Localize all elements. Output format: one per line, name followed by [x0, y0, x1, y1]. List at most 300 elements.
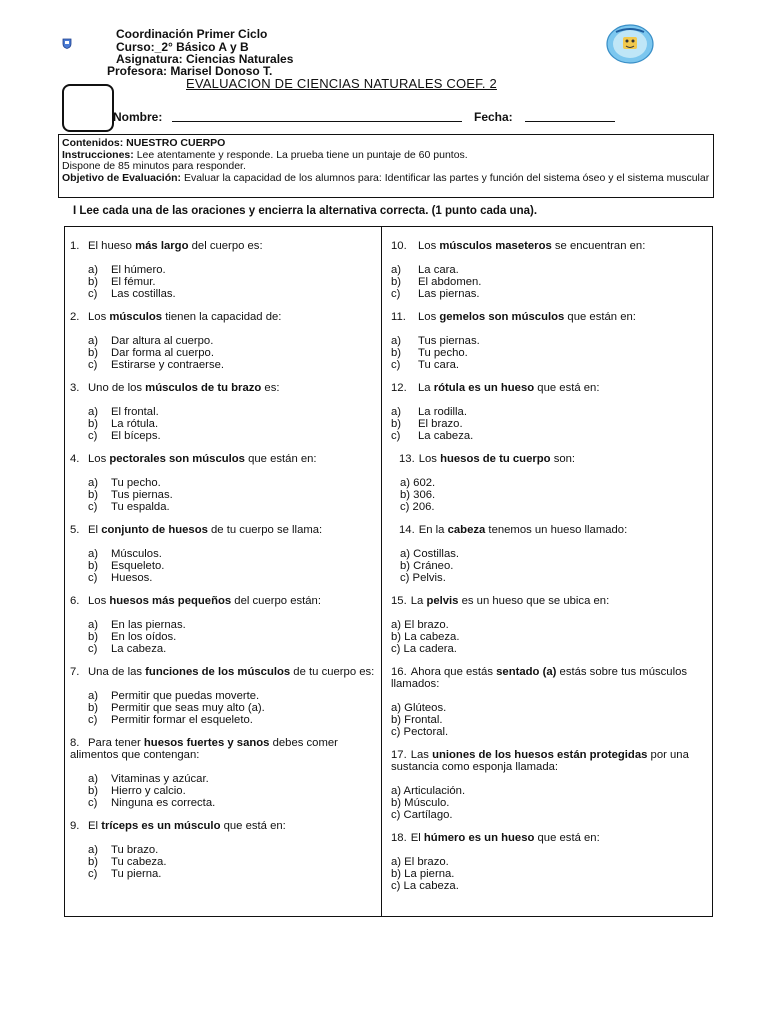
option-text: La cabeza. [400, 880, 459, 892]
option-text: Costillas. [410, 548, 460, 560]
question-fragment: de tu cuerpo se llama: [207, 524, 323, 536]
question-keyword: sentado (a) [496, 666, 557, 678]
option-text: Huesos. [111, 572, 153, 584]
objective-label: Objetivo de Evaluación: [62, 171, 182, 184]
answer-option[interactable] [70, 406, 375, 418]
option-letter: a) [88, 773, 99, 785]
question-number: 15. [391, 595, 407, 607]
question-keyword: rótula es un hueso [433, 382, 535, 394]
answer-option[interactable] [70, 501, 375, 513]
option-letter: b) [400, 489, 411, 501]
option-letter: a) [88, 844, 99, 856]
option-letter: c) [88, 572, 98, 584]
question-keyword: más largo [135, 240, 189, 252]
answer-option[interactable] [391, 264, 706, 276]
option-text: Tu brazo. [111, 844, 159, 856]
answer-option[interactable] [70, 347, 375, 359]
question-item [70, 666, 375, 726]
option-text: 306. [410, 489, 436, 501]
question-keyword: pelvis [426, 595, 459, 607]
question-item [70, 737, 375, 809]
option-letter: a) [391, 856, 402, 868]
question-item [391, 666, 706, 738]
question-keyword: funciones de los músculos [145, 666, 291, 678]
option-letter: a) [88, 477, 99, 489]
option-letter: b) [88, 702, 99, 714]
answer-option[interactable] [70, 548, 375, 560]
option-letter: b) [88, 418, 99, 430]
option-letter: b) [400, 560, 411, 572]
option-text: Frontal. [401, 714, 443, 726]
question-fragment: que están en: [244, 453, 317, 465]
option-text: La pierna. [401, 868, 455, 880]
option-text: Permitir formar el esqueleto. [111, 714, 253, 726]
answer-options [70, 477, 375, 513]
question-keyword: músculos de tu brazo [145, 382, 262, 394]
answer-option[interactable] [70, 572, 375, 584]
question-fragment: tienen la capacidad de: [162, 311, 282, 323]
option-text: Dar altura al cuerpo. [111, 335, 214, 347]
option-text: La cara. [418, 264, 459, 276]
answer-option[interactable] [400, 501, 706, 513]
column-divider [381, 226, 382, 917]
option-letter: b) [88, 785, 99, 797]
grade-box [62, 84, 114, 132]
option-letter: c) [88, 359, 98, 371]
option-text: El frontal. [111, 406, 159, 418]
questions-right-column [391, 240, 706, 903]
answer-options [70, 844, 375, 880]
question-number: 13. [399, 453, 415, 465]
option-text: En los oídos. [111, 631, 177, 643]
question-number: 16. [391, 666, 407, 678]
question-text [391, 240, 706, 252]
question-text [70, 382, 375, 394]
answer-option[interactable] [70, 631, 375, 643]
question-text [391, 524, 706, 536]
answer-option[interactable] [391, 631, 706, 643]
question-keyword: cabeza [447, 524, 486, 536]
option-letter: c) [391, 430, 401, 442]
question-number: 1. [70, 240, 80, 252]
option-text: Tu pecho. [418, 347, 468, 359]
question-fragment: que están en: [564, 311, 636, 323]
answer-option[interactable] [70, 288, 375, 300]
header-teacher: Profesora: Marisel Donoso T. [107, 64, 273, 78]
option-text: Tu cara. [418, 359, 460, 371]
question-fragment: estás sobre tus músculos llamados: [391, 666, 688, 690]
date-field[interactable] [525, 121, 615, 122]
question-fragment: Los [418, 240, 440, 252]
option-letter: c) [391, 359, 401, 371]
answer-option[interactable] [391, 702, 706, 714]
question-fragment: Los [88, 311, 110, 323]
option-text: La rótula. [111, 418, 159, 430]
question-keyword: gemelos son músculos [439, 311, 565, 323]
option-letter: b) [88, 560, 99, 572]
question-fragment: Para tener [88, 737, 144, 749]
question-fragment: que está en: [534, 832, 600, 844]
question-fragment: de tu cuerpo es: [290, 666, 375, 678]
header-coordination: Coordinación Primer Ciclo [116, 27, 268, 41]
question-item [391, 453, 706, 513]
question-fragment: es un hueso que se ubica en: [458, 595, 610, 607]
option-text: Esqueleto. [111, 560, 165, 572]
option-text: El abdomen. [418, 276, 482, 288]
answer-option[interactable] [391, 406, 706, 418]
question-number: 6. [70, 595, 80, 607]
name-label: Nombre: [113, 110, 163, 124]
question-item [391, 311, 706, 371]
answer-option[interactable] [391, 856, 706, 868]
question-fragment: del cuerpo es: [188, 240, 263, 252]
question-keyword: huesos más pequeños [109, 595, 232, 607]
answer-options [391, 477, 706, 513]
question-number: 4. [70, 453, 80, 465]
question-number: 18. [391, 832, 407, 844]
question-number: 3. [70, 382, 80, 394]
contents-value: NUESTRO CUERPO [123, 137, 226, 149]
question-fragment: Los [88, 595, 110, 607]
option-letter: c) [88, 797, 98, 809]
question-fragment: por una sustancia como esponja llamada: [391, 749, 689, 773]
question-fragment: Uno de los [88, 382, 146, 394]
question-item [70, 820, 375, 880]
answer-option[interactable] [391, 335, 706, 347]
answer-options [70, 406, 375, 442]
option-text: El fémur. [111, 276, 156, 288]
instructions-value: Lee atentamente y responde. La prueba tiene un puntaje de 60 puntos. [133, 148, 468, 161]
question-fragment: son: [550, 453, 576, 465]
option-text: 206. [409, 501, 435, 513]
option-text: Permitir que seas muy alto (a). [111, 702, 265, 714]
option-text: Cráneo. [410, 560, 454, 572]
option-text: La cabeza. [111, 643, 167, 655]
question-text [391, 749, 706, 773]
question-text [391, 595, 706, 607]
answer-option[interactable] [391, 359, 706, 371]
answer-option[interactable] [391, 797, 706, 809]
section-instruction: I Lee cada una de las oraciones y encierra la alternativa correcta. (1 punto cada una). [73, 205, 538, 217]
answer-option[interactable] [400, 560, 706, 572]
answer-option[interactable] [70, 418, 375, 430]
answer-option[interactable] [70, 430, 375, 442]
option-text: La cabeza. [418, 430, 474, 442]
question-fragment: Una de las [88, 666, 146, 678]
question-keyword: huesos fuertes y sanos [143, 737, 270, 749]
option-letter: c) [391, 643, 401, 655]
answer-option[interactable] [391, 726, 706, 738]
question-fragment: El hueso [88, 240, 136, 252]
option-text: Tu pierna. [111, 868, 162, 880]
option-letter: c) [88, 643, 98, 655]
answer-option[interactable] [70, 702, 375, 714]
question-keyword: húmero es un hueso [423, 832, 535, 844]
option-letter: b) [88, 856, 99, 868]
answer-option[interactable] [70, 335, 375, 347]
question-number: 2. [70, 311, 80, 323]
answer-option[interactable] [391, 418, 706, 430]
option-letter: b) [88, 489, 99, 501]
option-text: Músculo. [401, 797, 450, 809]
answer-option[interactable] [70, 856, 375, 868]
answer-options [70, 335, 375, 371]
answer-option[interactable] [70, 477, 375, 489]
question-number: 11. [391, 311, 406, 323]
option-text: Tu pecho. [111, 477, 161, 489]
answer-option[interactable] [400, 572, 706, 584]
answer-option[interactable] [391, 619, 706, 631]
question-text [70, 240, 375, 252]
question-item [70, 382, 375, 442]
option-text: Tus piernas. [418, 335, 480, 347]
answer-option[interactable] [391, 430, 706, 442]
option-letter: a) [391, 785, 402, 797]
question-keyword: tríceps es un músculo [101, 820, 221, 832]
answer-options [70, 619, 375, 655]
question-number: 7. [70, 666, 80, 678]
answer-option[interactable] [70, 785, 375, 797]
option-letter: a) [391, 406, 402, 418]
option-letter: a) [400, 548, 411, 560]
header-course: Curso:_2° Básico A y B [116, 40, 249, 54]
answer-options [391, 406, 706, 442]
answer-option[interactable] [70, 264, 375, 276]
name-field[interactable] [172, 121, 462, 122]
question-fragment: Los [88, 453, 110, 465]
option-letter: a) [88, 690, 99, 702]
question-number: 17. [391, 749, 407, 761]
answer-option[interactable] [70, 690, 375, 702]
answer-option[interactable] [70, 714, 375, 726]
option-text: Estirarse y contraerse. [111, 359, 225, 371]
answer-option[interactable] [70, 489, 375, 501]
answer-options [391, 619, 706, 655]
option-text: El húmero. [111, 264, 166, 276]
option-letter: a) [391, 335, 402, 347]
option-text: 602. [410, 477, 436, 489]
question-text [70, 820, 375, 832]
option-text: Vitaminas y azúcar. [111, 773, 209, 785]
questions-left-column [70, 240, 375, 891]
school-logo-icon [606, 24, 654, 64]
answer-option[interactable] [391, 643, 706, 655]
answer-option[interactable] [391, 785, 706, 797]
answer-option[interactable] [391, 809, 706, 821]
option-letter: b) [88, 276, 99, 288]
option-text: En las piernas. [111, 619, 186, 631]
option-letter: a) [391, 619, 402, 631]
answer-option[interactable] [400, 548, 706, 560]
option-text: Dar forma al cuerpo. [111, 347, 214, 359]
option-letter: b) [391, 714, 402, 726]
option-text: Pelvis. [409, 572, 446, 584]
question-text [70, 311, 375, 323]
answer-options [391, 264, 706, 300]
time-row: Dispone de 85 minutos para responder. [62, 160, 246, 173]
question-fragment: El [410, 832, 424, 844]
question-text [391, 311, 706, 323]
option-text: Músculos. [111, 548, 162, 560]
question-fragment: que está en: [534, 382, 600, 394]
answer-option[interactable] [400, 489, 706, 501]
question-text [70, 524, 375, 536]
option-letter: a) [400, 477, 411, 489]
question-fragment: El [88, 524, 102, 536]
answer-option[interactable] [70, 560, 375, 572]
question-item [70, 453, 375, 513]
answer-option[interactable] [391, 288, 706, 300]
option-letter: a) [88, 548, 99, 560]
answer-option[interactable] [391, 880, 706, 892]
option-text: El brazo. [401, 856, 449, 868]
question-fragment: del cuerpo están: [231, 595, 321, 607]
question-keyword: músculos [109, 311, 163, 323]
question-fragment: La [418, 382, 434, 394]
answer-options [391, 856, 706, 892]
option-text: El brazo. [418, 418, 463, 430]
answer-option[interactable] [70, 868, 375, 880]
answer-option[interactable] [391, 347, 706, 359]
option-letter: b) [88, 631, 99, 643]
question-item [391, 749, 706, 821]
question-item [70, 240, 375, 300]
option-letter: c) [88, 714, 98, 726]
answer-options [70, 690, 375, 726]
answer-options [70, 773, 375, 809]
option-letter: b) [391, 631, 402, 643]
option-text: Hierro y calcio. [111, 785, 186, 797]
question-text [391, 832, 706, 844]
question-keyword: conjunto de huesos [101, 524, 208, 536]
option-text: Las costillas. [111, 288, 176, 300]
answer-options [391, 785, 706, 821]
question-number: 12. [391, 382, 407, 394]
question-item [391, 595, 706, 655]
answer-option[interactable] [70, 276, 375, 288]
option-letter: c) [391, 809, 401, 821]
question-keyword: músculos maseteros [439, 240, 552, 252]
question-keyword: uniones de los huesos están protegidas [432, 749, 648, 761]
answer-options [391, 335, 706, 371]
option-text: El brazo. [401, 619, 449, 631]
question-fragment: es: [261, 382, 280, 394]
contents-label: Contenidos: [62, 137, 124, 149]
option-letter: c) [400, 572, 410, 584]
option-letter: a) [88, 264, 99, 276]
option-text: La cabeza. [401, 631, 460, 643]
option-letter: a) [88, 406, 99, 418]
question-number: 5. [70, 524, 80, 536]
option-text: Las piernas. [418, 288, 480, 300]
answer-option[interactable] [70, 643, 375, 655]
answer-option[interactable] [70, 359, 375, 371]
question-number: 9. [70, 820, 80, 832]
option-letter: a) [391, 702, 402, 714]
answer-option[interactable] [70, 619, 375, 631]
answer-option[interactable] [70, 797, 375, 809]
question-fragment: Los [418, 311, 440, 323]
option-letter: b) [391, 797, 402, 809]
question-number: 10. [391, 240, 407, 252]
question-text [391, 453, 706, 465]
question-number: 8. [70, 737, 80, 749]
question-item [70, 311, 375, 371]
answer-options [70, 264, 375, 300]
question-text [391, 382, 706, 394]
objective-row [62, 173, 710, 185]
answer-options [391, 702, 706, 738]
objective-value: Evaluar la capacidad de los alumnos para: Identificar las partes y función del sistema óseo y el sistema muscular [181, 171, 710, 184]
option-text: Glúteos. [401, 702, 447, 714]
question-keyword: pectorales son músculos [109, 453, 245, 465]
question-fragment: que está en: [220, 820, 286, 832]
option-letter: c) [400, 501, 410, 513]
question-keyword: huesos de tu cuerpo [440, 453, 551, 465]
option-letter: c) [391, 726, 401, 738]
option-text: Permitir que puedas moverte. [111, 690, 260, 702]
answer-option[interactable] [391, 714, 706, 726]
question-fragment: En la [418, 524, 448, 536]
instructions-label: Instrucciones: [62, 148, 134, 161]
date-label: Fecha: [474, 110, 513, 124]
info-box [58, 134, 714, 198]
question-fragment: Los [418, 453, 441, 465]
answer-option[interactable] [400, 477, 706, 489]
option-letter: a) [391, 264, 402, 276]
answer-option[interactable] [391, 868, 706, 880]
school-crest-icon [62, 38, 72, 49]
option-text: Pectoral. [400, 726, 449, 738]
question-number: 14. [399, 524, 415, 536]
question-text [70, 666, 375, 678]
option-letter: b) [391, 347, 402, 359]
option-letter: b) [391, 276, 402, 288]
question-text [70, 595, 375, 607]
option-letter: b) [88, 347, 99, 359]
option-letter: c) [88, 430, 98, 442]
option-text: Tus piernas. [111, 489, 173, 501]
option-letter: c) [391, 880, 401, 892]
option-letter: a) [88, 335, 99, 347]
option-text: El bíceps. [111, 430, 161, 442]
question-fragment: El [88, 820, 102, 832]
question-item [70, 524, 375, 584]
question-fragment: Las [410, 749, 433, 761]
header-subject: Asignatura: Ciencias Naturales [116, 52, 294, 66]
option-text: La cadera. [400, 643, 457, 655]
answer-option[interactable] [70, 773, 375, 785]
option-letter: c) [391, 288, 401, 300]
question-fragment: tenemos un hueso llamado: [485, 524, 628, 536]
answer-option[interactable] [391, 276, 706, 288]
option-letter: b) [391, 868, 402, 880]
question-item [70, 595, 375, 655]
question-text [391, 666, 706, 690]
question-fragment: debes comer alimentos que contengan: [70, 737, 338, 761]
option-letter: b) [391, 418, 402, 430]
answer-option[interactable] [70, 844, 375, 856]
option-text: Cartílago. [400, 809, 453, 821]
question-text [70, 453, 375, 465]
page-title: EVALUACION DE CIENCIAS NATURALES COEF. 2 [186, 76, 497, 91]
option-letter: c) [88, 288, 98, 300]
option-letter: c) [88, 868, 98, 880]
question-fragment: La [410, 595, 427, 607]
option-text: Tu espalda. [111, 501, 170, 513]
option-text: Tu cabeza. [111, 856, 167, 868]
question-item [391, 832, 706, 892]
